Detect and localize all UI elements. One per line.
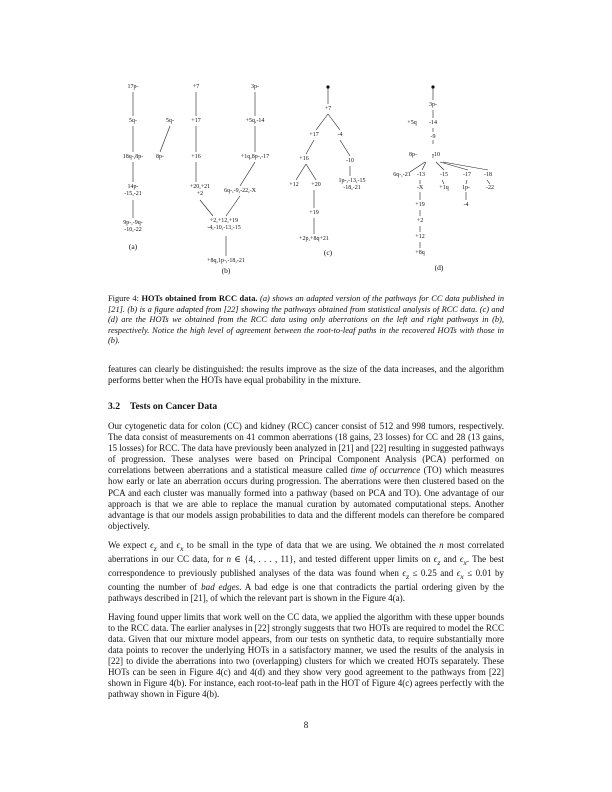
node: +2 xyxy=(416,218,424,224)
node: 3p- xyxy=(429,102,437,108)
paragraph-intro: features can clearly be distinguished: the results improve as the size of the data increases, and the algorithm performs better when the HOTs have equal probability in the mixture. xyxy=(108,364,504,386)
p2-em: bad edges xyxy=(201,581,240,592)
node: 18q-,8p- xyxy=(122,154,144,160)
panel-label-d: (d) xyxy=(434,263,444,272)
section-number: 3.2 xyxy=(108,401,120,412)
node: +2,+12,+19 -4,-10,-13,-15 xyxy=(207,218,241,231)
node: -18 xyxy=(484,172,492,178)
paragraph-3: Having found upper limits that work well on the CC data, we applied the algorithm with these upper bounds to the RCC data. The earlier analyses in [22] strongly suggests that two HOTs are required to model the RCC data. Given that our mixture model appears, from our tests on synthetic data, to require substantially more data points to recover the underlying HOTs in a satisfactory manner, we used the results of the analysis in [22] to divide the aberrations into two (overlapping) clusters for which we created HOTs separately. These HOTs can be seen in Figure 4(c) and 4(d) and they show very good agreement to the pathways from [22] shown in Figure 4(b). For instance, each root-to-leaf path in the HOT of Figure 4(c) agrees perfectly with the pathway shown in Figure 4(b). xyxy=(108,611,504,700)
node: -X xyxy=(416,185,424,191)
node: +12 xyxy=(289,182,299,188)
node: -15 xyxy=(440,172,448,178)
node: +1q xyxy=(439,185,449,191)
node: -22 xyxy=(486,185,494,191)
node: 9p-,-9q- -10,-22 xyxy=(123,220,143,233)
node: -4 xyxy=(463,202,469,208)
panel-label-a: (a) xyxy=(128,242,138,251)
paragraph-1 xyxy=(108,421,504,532)
node: -9 xyxy=(430,134,436,140)
intro-paragraph xyxy=(108,364,504,394)
p2-c: most correlated aberrations in our CC data, for xyxy=(108,539,505,564)
root-node-d xyxy=(431,85,434,88)
node: -17 xyxy=(463,172,471,178)
node: 1p- xyxy=(462,185,470,191)
node: +20,+21 +2 xyxy=(189,184,211,197)
node: +16 xyxy=(299,156,309,162)
figure-caption xyxy=(108,294,504,347)
node: +7 xyxy=(192,84,200,90)
figure-4 xyxy=(100,70,520,280)
node: 1p-,-13,-15 -18,-21 xyxy=(338,178,366,191)
p2-b: to be small in the type of data that we are using. We obtained the xyxy=(186,539,436,550)
node: +19 xyxy=(415,202,425,208)
node: +5q xyxy=(407,120,417,126)
node: +7 xyxy=(324,106,332,112)
section-title: Tests on Cancer Data xyxy=(130,401,218,412)
root-node-c xyxy=(326,85,329,88)
node: +19 xyxy=(309,210,319,216)
p2-a: We expect xyxy=(108,539,147,550)
node: 5q- xyxy=(166,118,174,124)
node: -14 xyxy=(429,120,437,126)
node: +17 xyxy=(191,118,201,124)
node: +16 xyxy=(191,154,201,160)
paragraph-1-text: Our cytogenetic data for colon (CC) and kidney (RCC) cancer consist of 512 and 998 tumors, respectively. The data consist of measurements on 41 common aberrations (18 gains, 23 losses) for CC and 28 (13 gains, 15 losses) for RCC. The data have previously been analyzed in [21] and [22] resulting in suggested pathways of progression. These analyses were based on Principal Component Analysis (PCA) performed on correlations between aberrations and a statistical measure called xyxy=(108,421,504,476)
node: +8q,1p-,-18,-21 xyxy=(207,258,245,264)
p2-d: , and tested different upper limits on xyxy=(293,553,431,564)
node: +12 xyxy=(415,234,425,240)
node: 6q-,-9,-22,-X xyxy=(224,188,256,194)
node: 8p- xyxy=(156,154,164,160)
figure-edges xyxy=(100,70,520,280)
panel-label-b: (b) xyxy=(221,266,231,275)
node: 14p- -15,-21 xyxy=(124,184,142,197)
node: +1q,8p-,-17 xyxy=(240,154,270,160)
node: 8p- xyxy=(409,152,417,158)
node: -13 xyxy=(417,172,425,178)
node: -10 xyxy=(432,152,440,158)
node: +17 xyxy=(309,132,319,138)
paragraph-2: We expect $\epsilon_z$ and $\epsilon_x$ to be small in the type of data that we are using. We obtained the n most correlated aberrations in our CC data, for n ∈ {4, . . . , 11}, and tested different upper limits on $\epsilon_z$ and $\epsilon_x$. The best correspondence to previously published analyses of the data was found when $\epsilon_z \le 0.25$ and $\epsilon_x \le 0.01$ by counting the number of bad edges. A bad edge is one that contradicts the partial ordering given by the pathways described in [21], of which the relevant part is shown in the Figure 4(a). xyxy=(108,539,505,603)
node: 17p- xyxy=(127,84,139,90)
p2-e: . The best correspondence to previously published analyses of the data was found when xyxy=(108,553,504,578)
panel-label-c: (c) xyxy=(323,248,333,257)
node: -10 xyxy=(346,158,354,164)
caption-title: HOTs obtained from RCC data. xyxy=(141,294,258,303)
p2-f: by counting the number of xyxy=(108,567,504,592)
node: 5q- xyxy=(129,118,137,124)
node: 3p- xyxy=(251,84,259,90)
node: -4 xyxy=(337,132,343,138)
caption-text: (a) shows an adapted version of the pathways for CC data published in [21]. (b) is a figure adapted from [22] showing the pathways obtained from statistical analysis of RCC data. (c) and (d) are the HOTs we obtained from the RCC data using only aberrations on the left and right pathways in (b), respectively. Notice the high level of agreement between the root-to-leaf paths in the recovered HOTs with those in (b). xyxy=(108,294,505,346)
node: +5q,-14 xyxy=(245,118,265,124)
node: +20 xyxy=(311,182,321,188)
paragraph-1-emphasis: time of occurrence xyxy=(350,465,421,476)
body-text xyxy=(108,421,504,709)
section-heading xyxy=(108,401,227,412)
node: +8q xyxy=(415,250,425,256)
paragraph-1-text-rest: (TO) which measures how early or late an aberration occurs during progression. The aberrations were then clustered based on the PCA and each cluster was manually formed into a pathway (based on PCA and TO). One advantage of our approach is that we are able to replace the manual curation by automated computational steps. Another advantage is that our models assign probabilities to data and the different models can therefore be compared objectively. xyxy=(108,465,505,531)
node: +2p,+8q+21 xyxy=(299,236,329,242)
caption-label: Figure 4: xyxy=(108,294,139,303)
page-number: 8 xyxy=(303,720,309,730)
p2-g: . A bad edge is one that contradicts the partial ordering given by the pathways described in [21], of which the relevant part is shown in the Figure 4(a). xyxy=(108,581,505,603)
node: 6q-,-21 xyxy=(393,172,411,178)
